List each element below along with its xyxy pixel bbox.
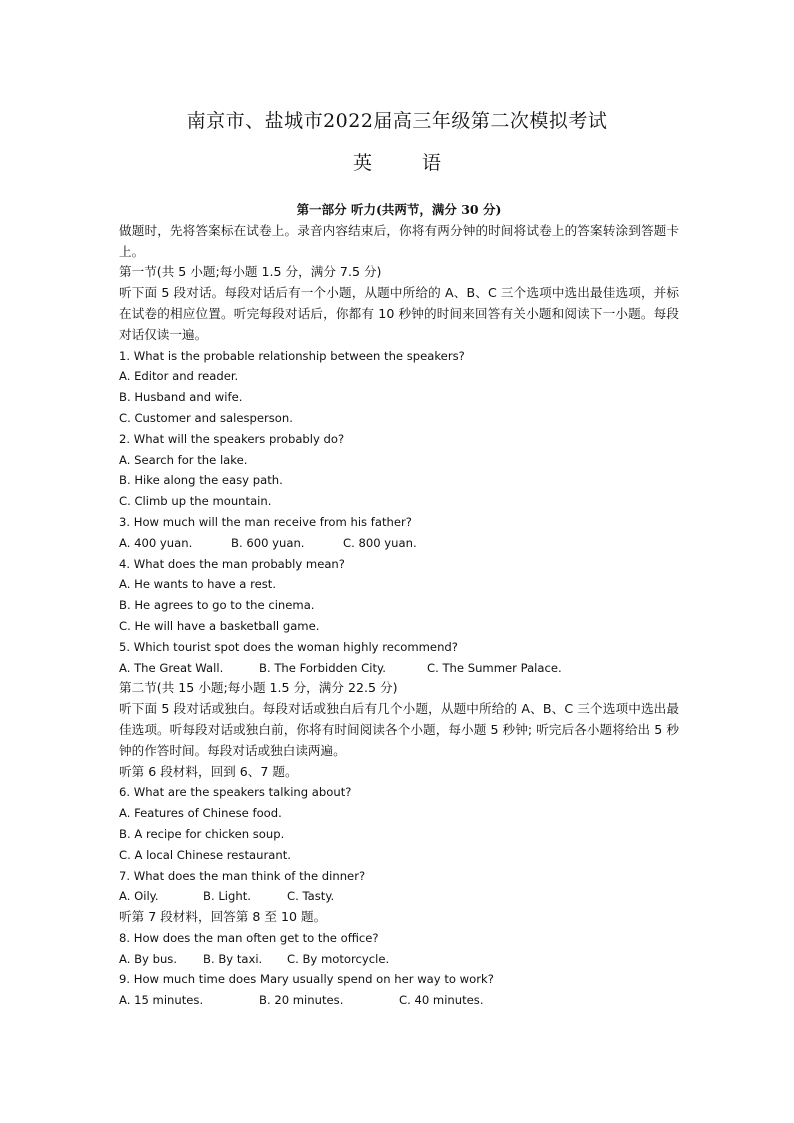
question-8-stem: 8. How does the man often get to the office? (119, 930, 379, 945)
question-2-option-b: B. Hike along the easy path. (119, 473, 283, 488)
question-7-option-a: A. Oily. (119, 889, 159, 904)
question-9-option-b: B. 20 minutes. (259, 993, 344, 1008)
part1-heading: 第一部分 听力(共两节，满分 30 分) (296, 202, 502, 217)
subject-title: 英 语 (352, 152, 464, 174)
question-1-option-b: B. Husband and wife. (119, 390, 243, 405)
exam-title: 南京市、盐城市2022届高三年级第二次模拟考试 (186, 110, 608, 132)
question-9-options (119, 990, 679, 1011)
section1-heading: 第一节(共 5 小题;每小题 1.5 分，满分 7.5 分) (119, 264, 382, 280)
question-6-option-a: A. Features of Chinese food. (119, 806, 282, 821)
question-3-stem: 3. How much will the man receive from his father? (119, 514, 412, 529)
question-2-option-a: A. Search for the lake. (119, 452, 248, 467)
question-5-option-b: B. The Forbidden City. (259, 660, 386, 675)
question-6-stem: 6. What are the speakers talking about? (119, 785, 352, 800)
material-6-note: 听第 6 段材料，回到 6、7 题。 (119, 763, 298, 779)
question-4-option-c: C. He will have a basketball game. (119, 618, 320, 633)
question-5-options (119, 658, 679, 679)
question-1-option-c: C. Customer and salesperson. (119, 410, 293, 425)
part1-intro: 做题时，先将答案标在试卷上。录音内容结束后，你将有两分钟的时间将试卷上的答案转涂到答题卡上。 (119, 222, 679, 259)
question-1-stem: 1. What is the probable relationship between the speakers? (119, 348, 465, 363)
question-5-option-c: C. The Summer Palace. (427, 660, 562, 675)
question-4-stem: 4. What does the man probably mean? (119, 556, 345, 571)
question-8-option-c: C. By motorcycle. (287, 951, 390, 966)
question-7-option-c: C. Tasty. (287, 889, 335, 904)
question-6-option-b: B. A recipe for chicken soup. (119, 826, 285, 841)
question-3-option-b: B. 600 yuan. (231, 535, 305, 550)
question-7-stem: 7. What does the man think of the dinner? (119, 868, 366, 883)
question-6-option-c: C. A local Chinese restaurant. (119, 847, 291, 862)
question-3-option-c: C. 800 yuan. (343, 535, 417, 550)
question-8-option-b: B. By taxi. (203, 951, 263, 966)
section2-instructions: 听下面 5 段对话或独白。每段对话或独白后有几个小题，从题中所给的 A、B、C 三个选项中选出最佳选项。听每段对话或独白前，你将有时间阅读各个小题，每小题 5 秒钟; 听完后各小题将给出 5 秒钟的作答时间。每段对话或独白读两遍。 (119, 701, 679, 758)
question-3-options (119, 533, 679, 554)
question-8-option-a: A. By bus. (119, 951, 178, 966)
question-2-stem: 2. What will the speakers probably do? (119, 431, 345, 446)
question-9-option-a: A. 15 minutes. (119, 993, 204, 1008)
question-5-option-a: A. The Great Wall. (119, 660, 224, 675)
question-9-option-c: C. 40 minutes. (399, 993, 484, 1008)
question-4-option-b: B. He agrees to go to the cinema. (119, 598, 315, 613)
section1-instructions: 听下面 5 段对话。每段对话后有一个小题，从题中所给的 A、B、C 三个选项中选出最佳选项，并标在试卷的相应位置。听完每段对话后，你都有 10 秒钟的时间来回答有关小题和阅读下一小题。每段对话仅读一遍。 (119, 285, 679, 342)
question-7-options (119, 886, 679, 907)
question-8-options (119, 949, 679, 970)
question-1-option-a: A. Editor and reader. (119, 369, 239, 384)
material-7-note: 听第 7 段材料，回答第 8 至 10 题。 (119, 909, 327, 925)
exam-body (119, 200, 679, 1011)
section2-heading: 第二节(共 15 小题;每小题 1.5 分，满分 22.5 分) (119, 680, 398, 696)
question-9-stem: 9. How much time does Mary usually spend on her way to work? (119, 972, 494, 987)
question-3-option-a: A. 400 yuan. (119, 535, 193, 550)
question-4-option-a: A. He wants to have a rest. (119, 577, 277, 592)
question-2-option-c: C. Climb up the mountain. (119, 494, 272, 509)
question-7-option-b: B. Light. (203, 889, 251, 904)
question-5-stem: 5. Which tourist spot does the woman highly recommend? (119, 639, 458, 654)
